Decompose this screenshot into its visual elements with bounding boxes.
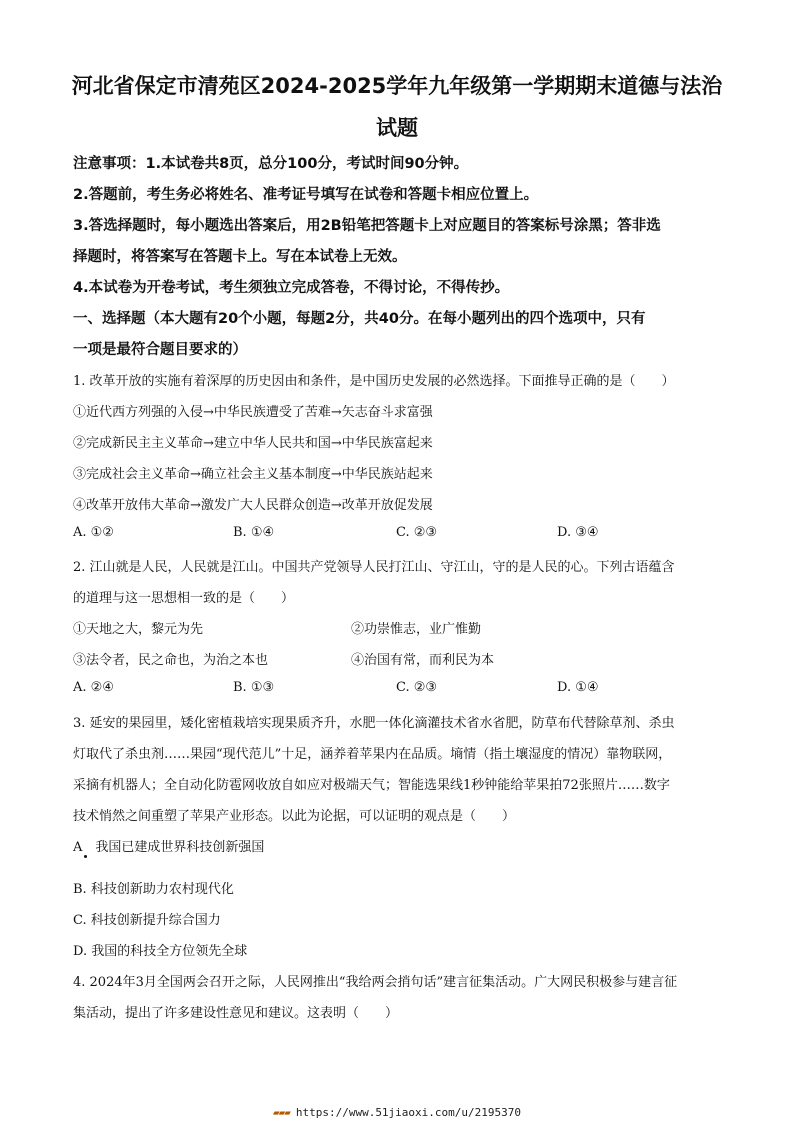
q2-choice-b: B. ①③ [233, 680, 275, 695]
notice-line: 择题时，将答案写在答题卡上。写在本试卷上无效。 [73, 249, 407, 265]
q1-stem: 1. 改革开放的实施有着深厚的历史因由和条件，是中国历史发展的必然选择。下面推导正确的是（ ） [73, 374, 675, 389]
notice-line: 2.答题前，考生务必将姓名、准考证号填写在试卷和答题卡相应位置上。 [73, 187, 539, 203]
stray-dot [84, 855, 87, 858]
watermark-logo-icon: ▰▰▰ [272, 1106, 290, 1119]
q3-stem: 灯取代了杀虫剂……果园“现代范儿”十足，涵养着苹果内在品质。墒情（指土壤湿度的情况）靠物联网， [73, 747, 672, 762]
q2-choice-a: A. ②④ [73, 680, 114, 695]
q3-choice-b: B. 科技创新助力农村现代化 [73, 882, 234, 897]
q1-choice-b: B. ①④ [233, 525, 275, 540]
q1-item: ②完成新民主主义革命→建立中华人民共和国→中华民族富起来 [73, 436, 433, 451]
q1-choice-a: A. ①② [73, 525, 114, 540]
q2-item: ③法令者，民之命也，为治之本也 [73, 653, 269, 668]
q2-choice-d: D. ①④ [557, 680, 599, 695]
q2-item: ④治国有常，而利民为本 [351, 653, 495, 668]
q3-stem: 技术悄然之间重塑了苹果产业形态。以此为论据，可以证明的观点是（ ） [73, 809, 516, 824]
q1-choice-c: C. ②③ [396, 525, 438, 540]
notice-line: 注意事项：1.本试卷共8页，总分100分，考试时间90分钟。 [73, 156, 469, 172]
q3-choice-d: D. 我国的科技全方位领先全球 [73, 944, 248, 959]
notice-line: 4.本试卷为开卷考试，考生须独立完成答卷，不得讨论，不得传抄。 [73, 280, 510, 296]
q2-item: ①天地之大，黎元为先 [73, 622, 204, 637]
exam-title-line1: 河北省保定市清苑区2024-2025学年九年级第一学期期末道德与法治 [71, 74, 723, 98]
q2-stem: 的道理与这一思想相一致的是（ ） [73, 591, 295, 606]
exam-title-line2: 试题 [376, 116, 418, 140]
notice-line: 3.答选择题时，每小题选出答案后，用2B铅笔把答题卡上对应题目的答案标号涂黑；答非选 [73, 218, 661, 234]
q2-item: ②功崇惟志，业广惟勤 [351, 622, 482, 637]
q2-stem: 2. 江山就是人民，人民就是江山。中国共产党领导人民打江山、守江山，守的是人民的心。下列古语蕴含 [73, 560, 675, 575]
q4-stem: 4. 2024年3月全国两会召开之际，人民网推出“我给两会捎句话”建言征集活动。广大网民积极参与建言征 [73, 975, 678, 990]
q3-stem: 采摘有机器人；全自动化防雹网收放自如应对极端天气；智能选果线1秒钟能给苹果拍72张照片……数字 [73, 778, 670, 793]
q1-item: ①近代西方列强的入侵→中华民族遭受了苦难→矢志奋斗求富强 [73, 405, 433, 420]
q1-choice-d: D. ③④ [557, 525, 599, 540]
q3-stem: 3. 延安的果园里，矮化密植栽培实现果质齐升，水肥一体化滴灌技术省水省肥，防草布代替除草剂、杀虫 [73, 716, 675, 731]
footer-url-link[interactable]: https://www.51jiaoxi.com/u/2195370 [295, 1106, 522, 1119]
page-footer [0, 1106, 794, 1119]
section-heading: 一项是最符合题目要求的） [73, 342, 247, 358]
q2-choice-c: C. ②③ [396, 680, 438, 695]
q1-item: ③完成社会主义革命→确立社会主义基本制度→中华民族站起来 [73, 467, 433, 482]
q3-choice-a: A 我国已建成世界科技创新强国 [73, 840, 265, 855]
q4-stem: 集活动，提出了许多建设性意见和建议。这表明（ ） [73, 1006, 399, 1021]
q1-item: ④改革开放伟大革命→激发广大人民群众创造→改革开放促发展 [73, 498, 433, 513]
section-heading: 一、选择题（本大题有20个小题，每题2分，共40分。在每小题列出的四个选项中，只有 [73, 311, 646, 327]
q3-choice-c: C. 科技创新提升综合国力 [73, 913, 221, 928]
